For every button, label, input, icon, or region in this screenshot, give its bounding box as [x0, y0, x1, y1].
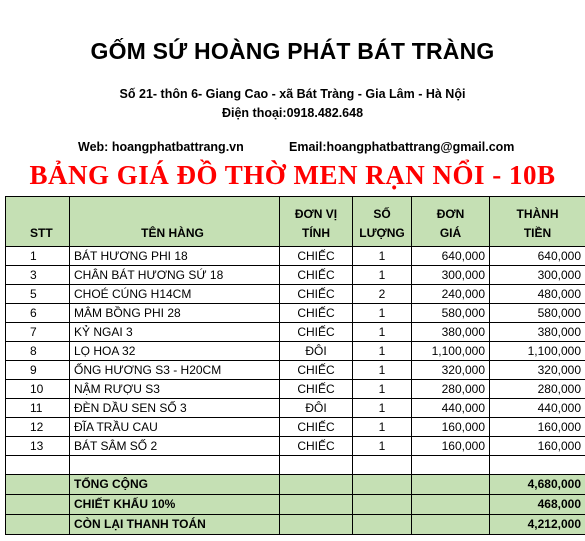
cell-qty: 1 [353, 418, 412, 437]
table-row [6, 437, 585, 456]
cell-total: 580,000 [490, 304, 585, 323]
cell-price: 280,000 [412, 380, 490, 399]
cell-qty: 1 [353, 342, 412, 361]
summary-value: 4,212,000 [490, 515, 585, 535]
cell-qty: 1 [353, 380, 412, 399]
cell-qty: 2 [353, 285, 412, 304]
cell-unit: CHIẾC [280, 380, 353, 399]
web-line [78, 140, 244, 154]
cell-stt: 12 [6, 418, 70, 437]
summary-row-discount [6, 495, 585, 515]
cell-name: NẬM RƯỢU S3 [70, 380, 280, 399]
cell-qty: 1 [353, 266, 412, 285]
company-address: Số 21- thôn 6- Giang Cao - xã Bát Tràng - Gia Lâm - Hà Nội [119, 87, 466, 101]
cell-qty: 1 [353, 247, 412, 266]
summary-label: TỔNG CỘNG [70, 475, 280, 495]
cell-stt: 8 [6, 342, 70, 361]
col-header-qty: SỐ LƯỢNG [353, 197, 412, 247]
table-row [6, 342, 585, 361]
price-table [5, 196, 585, 535]
cell-stt: 6 [6, 304, 70, 323]
cell-name: BÁT SÂM SỐ 2 [70, 437, 280, 456]
summary-row-remaining [6, 515, 585, 535]
cell-price: 160,000 [412, 437, 490, 456]
cell-name: ỐNG HƯƠNG S3 - H20CM [70, 361, 280, 380]
cell-stt: 11 [6, 399, 70, 418]
phone-label: Điện thoại: [221, 106, 287, 120]
summary-label: CHIẾT KHẤU 10% [70, 495, 280, 515]
cell-price: 320,000 [412, 361, 490, 380]
cell-total: 320,000 [490, 361, 585, 380]
web-label: Web: [78, 140, 109, 154]
phone-line [0, 106, 585, 120]
cell-total: 160,000 [490, 437, 585, 456]
cell-total: 300,000 [490, 266, 585, 285]
summary-value: 4,680,000 [490, 475, 585, 495]
web-address: hoangphatbattrang.vn [111, 140, 244, 154]
cell-price: 440,000 [412, 399, 490, 418]
cell-unit: ĐÔI [280, 342, 353, 361]
blank-row [6, 456, 585, 475]
cell-qty: 1 [353, 361, 412, 380]
cell-price: 240,000 [412, 285, 490, 304]
cell-qty: 1 [353, 304, 412, 323]
cell-stt: 7 [6, 323, 70, 342]
cell-name: BÁT HƯƠNG PHI 18 [70, 247, 280, 266]
email-label: Email: [289, 140, 327, 154]
cell-unit: ĐÔI [280, 399, 353, 418]
email-address: hoangphatbattrang@gmail.com [326, 140, 515, 154]
table-row [6, 418, 585, 437]
summary-value: 468,000 [490, 495, 585, 515]
cell-price: 160,000 [412, 418, 490, 437]
cell-stt: 9 [6, 361, 70, 380]
cell-stt: 3 [6, 266, 70, 285]
table-header-row [6, 197, 585, 247]
cell-price: 300,000 [412, 266, 490, 285]
summary-label: CÒN LẠI THANH TOÁN [70, 515, 280, 535]
cell-price: 580,000 [412, 304, 490, 323]
col-header-unit: ĐƠN VỊ TÍNH [280, 197, 353, 247]
cell-name: MÂM BỒNG PHI 28 [70, 304, 280, 323]
company-name: GỐM SỨ HOÀNG PHÁT BÁT TRÀNG [90, 38, 495, 64]
cell-stt: 1 [6, 247, 70, 266]
cell-stt: 13 [6, 437, 70, 456]
cell-unit: CHIẾC [280, 304, 353, 323]
cell-name: ĐĨA TRẦU CAU [70, 418, 280, 437]
cell-total: 440,000 [490, 399, 585, 418]
cell-total: 160,000 [490, 418, 585, 437]
cell-unit: CHIẾC [280, 323, 353, 342]
price-list-title: BẢNG GIÁ ĐỒ THỜ MEN RẠN NỔI - 10B [29, 160, 556, 190]
table-row [6, 247, 585, 266]
col-header-price: ĐƠN GIÁ [412, 197, 490, 247]
table-row [6, 380, 585, 399]
cell-stt: 5 [6, 285, 70, 304]
cell-qty: 1 [353, 399, 412, 418]
cell-unit: CHIẾC [280, 285, 353, 304]
summary-row-total [6, 475, 585, 495]
cell-total: 380,000 [490, 323, 585, 342]
cell-total: 480,000 [490, 285, 585, 304]
cell-price: 1,100,000 [412, 342, 490, 361]
table-row [6, 361, 585, 380]
email-line [289, 140, 514, 154]
cell-total: 280,000 [490, 380, 585, 399]
cell-unit: CHIẾC [280, 418, 353, 437]
table-row [6, 399, 585, 418]
cell-name: ĐÈN DẦU SEN SỐ 3 [70, 399, 280, 418]
cell-price: 640,000 [412, 247, 490, 266]
cell-name: KỶ NGAI 3 [70, 323, 280, 342]
cell-unit: CHIẾC [280, 266, 353, 285]
col-header-total: THÀNH TIỀN [490, 197, 585, 247]
cell-name: CHOÉ CÚNG H14CM [70, 285, 280, 304]
cell-unit: CHIẾC [280, 437, 353, 456]
cell-qty: 1 [353, 323, 412, 342]
table-row [6, 323, 585, 342]
cell-total: 1,100,000 [490, 342, 585, 361]
cell-price: 380,000 [412, 323, 490, 342]
cell-name: LỌ HOA 32 [70, 342, 280, 361]
table-row [6, 285, 585, 304]
table-row [6, 266, 585, 285]
table-row [6, 304, 585, 323]
col-header-name: TÊN HÀNG [70, 197, 280, 247]
phone-number: 0918.482.648 [286, 106, 364, 120]
cell-qty: 1 [353, 437, 412, 456]
cell-stt: 10 [6, 380, 70, 399]
cell-unit: CHIẾC [280, 247, 353, 266]
cell-name: CHÂN BÁT HƯƠNG SỨ 18 [70, 266, 280, 285]
col-header-stt: STT [6, 197, 70, 247]
cell-unit: CHIẾC [280, 361, 353, 380]
cell-total: 640,000 [490, 247, 585, 266]
